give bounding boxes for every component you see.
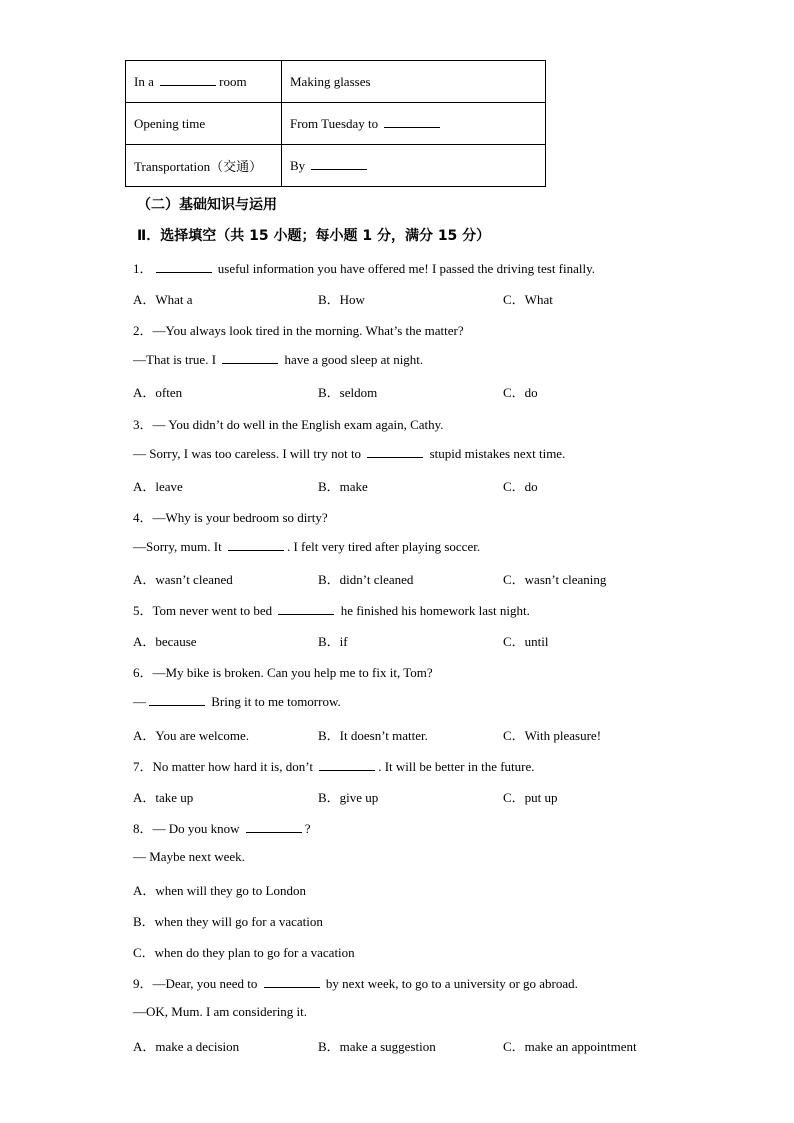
table-cell-label: Opening time <box>126 103 282 145</box>
question-number: 1． <box>133 261 153 276</box>
answer-blank <box>278 602 334 615</box>
answer-option: B．didn’t cleaned <box>318 572 414 587</box>
answer-blank <box>222 351 278 364</box>
answer-blank <box>228 538 284 551</box>
answer-option: A．You are welcome. <box>133 728 250 743</box>
question-text: No matter how hard it is, don’t <box>152 759 317 774</box>
question-line <box>133 445 565 462</box>
question-stem <box>133 662 433 681</box>
question-stem <box>133 756 535 775</box>
question-stem <box>133 818 311 837</box>
answer-option: A．wasn’t cleaned <box>133 572 233 587</box>
answer-option: A．leave <box>133 479 183 494</box>
question-text: have a good sleep at night. <box>281 352 424 367</box>
question-stem <box>133 973 578 992</box>
question-text: Tom never went to bed <box>152 603 276 618</box>
question-text: — Do you know <box>152 821 243 836</box>
table-cell-value: From Tuesday to <box>282 103 546 145</box>
answer-blank <box>156 260 212 273</box>
answer-option: C．until <box>503 634 549 649</box>
answer-option: B．make <box>318 479 368 494</box>
answer-blank <box>384 115 440 128</box>
answer-option: C．make an appointment <box>503 1039 637 1054</box>
table-cell-label: Transportation（交通） <box>126 145 282 187</box>
question-text: —My bike is broken. Can you help me to fix it, Tom? <box>152 665 433 680</box>
question-text: — You didn’t do well in the English exam again, Cathy. <box>152 417 444 432</box>
answer-blank <box>160 73 216 86</box>
question-number: 6． <box>133 665 153 680</box>
answer-option: A．What a <box>133 292 193 307</box>
question-stem <box>133 320 464 339</box>
question-text: — Sorry, I was too careless. I will try not to <box>133 446 365 461</box>
table-row <box>126 103 546 145</box>
question-number: 2． <box>133 323 153 338</box>
question-text: he finished his homework last night. <box>337 603 530 618</box>
answer-option: C．put up <box>503 790 558 805</box>
answer-option: C．when do they plan to go for a vacation <box>133 945 355 960</box>
table-cell-label: In a room <box>126 61 282 103</box>
question-text: —Dear, you need to <box>152 976 261 991</box>
question-text: . It will be better in the future. <box>378 759 535 774</box>
question-number: 8． <box>133 821 153 836</box>
question-text: stupid mistakes next time. <box>426 446 566 461</box>
question-line <box>133 351 423 368</box>
answer-option: A．when will they go to London <box>133 883 306 898</box>
question-line <box>133 849 245 865</box>
answer-option: B．seldom <box>318 385 378 400</box>
question-text: ? <box>304 821 311 836</box>
question-text: —That is true. I <box>133 352 220 367</box>
part-title: Ⅱ．选择填空（共 15 小题；每小题 1 分，满分 15 分） <box>137 228 491 244</box>
table-row <box>126 145 546 187</box>
question-text: —OK, Mum. I am considering it. <box>133 1004 308 1019</box>
question-text: —You always look tired in the morning. What’s the matter? <box>152 323 464 338</box>
answer-blank <box>246 820 302 833</box>
answer-option: A．make a decision <box>133 1039 240 1054</box>
question-text: — <box>133 694 146 709</box>
question-text: —Why is your bedroom so dirty? <box>152 510 328 525</box>
question-number: 5． <box>133 603 153 618</box>
question-text: useful information you have offered me! I passed the driving test finally. <box>214 261 596 276</box>
table-row <box>126 61 546 103</box>
question-stem <box>133 414 444 433</box>
table-cell-value: Making glasses <box>282 61 546 103</box>
answer-option: A．because <box>133 634 197 649</box>
question-text: by next week, to go to a university or go abroad. <box>322 976 578 991</box>
answer-option: B．give up <box>318 790 379 805</box>
table-cell-value: By <box>282 145 546 187</box>
answer-option: C．do <box>503 479 538 494</box>
answer-blank <box>149 693 205 706</box>
answer-option: B．How <box>318 292 365 307</box>
answer-option: C．do <box>503 385 538 400</box>
question-text: Bring it to me tomorrow. <box>208 694 341 709</box>
answer-blank <box>311 157 367 170</box>
answer-blank <box>264 975 320 988</box>
question-stem <box>133 258 595 277</box>
answer-option: B．when they will go for a vacation <box>133 914 323 929</box>
question-text: — Maybe next week. <box>133 849 245 864</box>
question-stem <box>133 600 530 619</box>
answer-blank <box>367 445 423 458</box>
question-line <box>133 1004 307 1020</box>
section-title: （二）基础知识与运用 <box>137 197 277 213</box>
answer-option: C．With pleasure! <box>503 728 602 743</box>
question-number: 4． <box>133 510 153 525</box>
question-line <box>133 538 480 555</box>
answer-blank <box>319 758 375 771</box>
answer-option: A．take up <box>133 790 194 805</box>
question-number: 3． <box>133 417 153 432</box>
question-number: 9． <box>133 976 153 991</box>
question-number: 7． <box>133 759 153 774</box>
question-text: —Sorry, mum. It <box>133 539 225 554</box>
answer-option: A．often <box>133 385 183 400</box>
info-table <box>125 60 546 187</box>
question-stem <box>133 507 328 526</box>
answer-option: B．It doesn’t matter. <box>318 728 428 743</box>
question-line <box>133 693 341 710</box>
answer-option: B．if <box>318 634 348 649</box>
answer-option: C．wasn’t cleaning <box>503 572 607 587</box>
question-text: . I felt very tired after playing soccer. <box>286 539 481 554</box>
answer-option: B．make a suggestion <box>318 1039 436 1054</box>
answer-option: C．What <box>503 292 553 307</box>
